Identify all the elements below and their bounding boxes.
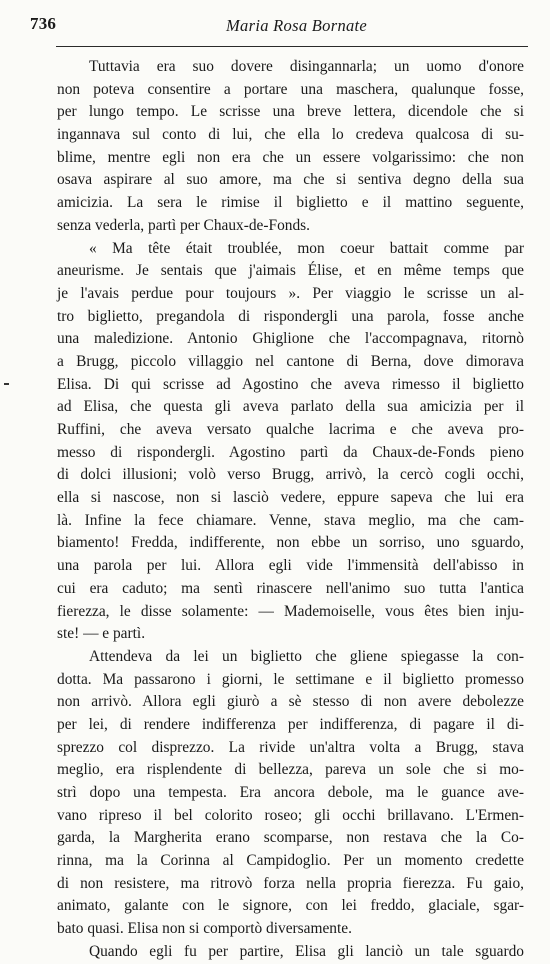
text-line: strì dopo una tempesta. Era ancora debole, ma le guance ave- (57, 784, 524, 801)
text-line: biamento! Fredda, indifferente, non ebbe un sorriso, uno sguardo, (57, 534, 524, 552)
header-rule (56, 46, 528, 47)
page-header (26, 12, 528, 38)
text-line: là. Infine la fece chiamare. Venne, stava meglio, ma che cam- (57, 511, 524, 529)
text-line: una maledizione. Antonio Ghiglione che l'accompagnava, ritornò (57, 330, 524, 348)
text-line: tro biglietto, pregandola di rispondergli una parola, fosse anche (57, 307, 524, 325)
text-line: Elisa. Di qui scrisse ad Agostino che aveva rimesso il biglietto (57, 375, 524, 393)
text-line: sprezzo col disprezzo. La rivide un'altra volta a Brugg, stava (57, 738, 524, 756)
text-line: Quando egli fu per partire, Elisa gli lanciò un tale sguardo (89, 942, 524, 960)
text-line: non arrivò. Allora egli giurò a sè stesso di non avere debolezze (57, 693, 524, 711)
text-line: cui era caduto; ma sentì rinascere nell'animo suo tutta l'antica (57, 579, 524, 597)
text-line: per lungo tempo. Le scrisse una breve lettera, dicendole che si (57, 103, 524, 121)
text-line: ste! — e partì. (57, 625, 146, 643)
margin-mark (4, 383, 9, 385)
text-line: « Ma tête était troublée, mon coeur battait comme par (89, 239, 524, 257)
text-line: dotta. Ma passarono i giorni, le settimane e il biglietto promesso (57, 670, 524, 688)
text-line: senza vederla, partì per Chaux-de-Fonds. (57, 216, 310, 234)
text-line: Tuttavia era suo dovere disingannarla; un uomo d'onore (89, 58, 524, 75)
text-line: di non resistere, ma ritrovò forza nella propria fierezza. Fu gaio, (57, 874, 524, 892)
text-line: ella si nascose, non si lasciò vedere, eppure sapeva che lui era (57, 489, 524, 507)
running-title: Maria Rosa Bornate (226, 16, 368, 35)
text-line: a Brugg, piccolo villaggio nel cantone di Berna, dove dimorava (57, 352, 524, 370)
text-line: Ruffini, che aveva versato qualche lacrima e che aveva pro- (57, 421, 524, 438)
text-line: osava aspirare al suo amore, ma che si sentiva degno della sua (57, 171, 524, 189)
text-line: non poteva consentire a portare una maschera, qualunque fosse, (57, 80, 524, 98)
text-line: messo di rispondergli. Agostino partì da Chaux-de-Fonds pieno (57, 443, 524, 461)
text-line: aneurisme. Je sentais que j'aimais Élise, et en même temps que (57, 262, 524, 280)
text-line: vano ripreso il bel colorito roseo; gli occhi brillavano. L'Ermen- (57, 806, 524, 824)
body-text (57, 56, 524, 964)
text-line: meglio, era risplendente di bellezza, pareva un sole che si mo- (57, 761, 524, 779)
text-line: blime, mentre egli non era che un essere volgarissimo: che non (57, 148, 524, 166)
text-line: una parola per lui. Allora egli vide l'immensità dell'abisso in (57, 557, 524, 575)
text-line: di dolci illusioni; volò verso Brugg, arrivò, la cercò cogli occhi, (57, 466, 524, 484)
text-line: Attendeva da lei un biglietto che gliene spiegasse la con- (89, 647, 524, 665)
text-line: amicizia. La sera le rimise il biglietto e il mattino seguente, (57, 194, 524, 212)
text-line: per lei, di rendere indifferenza per indifferenza, di pagare il di- (57, 715, 524, 733)
text-line: ad Elisa, che questa gli aveva parlato della sua amicizia per il (57, 398, 524, 416)
page-number: 736 (30, 14, 57, 33)
text-line: bato quasi. Elisa non si comportò diversamente. (57, 920, 352, 938)
text-line: rinna, ma la Corinna al Campidoglio. Per un momento credette (57, 852, 524, 870)
text-line: animato, galante con le signore, con lei freddo, glaciale, sgar- (57, 897, 524, 915)
text-line: fierezza, le disse solamente: — Mademoiselle, vous êtes bien inju- (57, 602, 524, 620)
text-line: garda, la Margherita erano scomparse, non restava che la Co- (57, 829, 524, 847)
text-line: ingannava sul conto di lui, che ella lo credeva qualcosa di su- (57, 126, 524, 144)
text-line: je l'avais perdue pour toujours ». Per viaggio le scrisse un al- (57, 284, 524, 302)
